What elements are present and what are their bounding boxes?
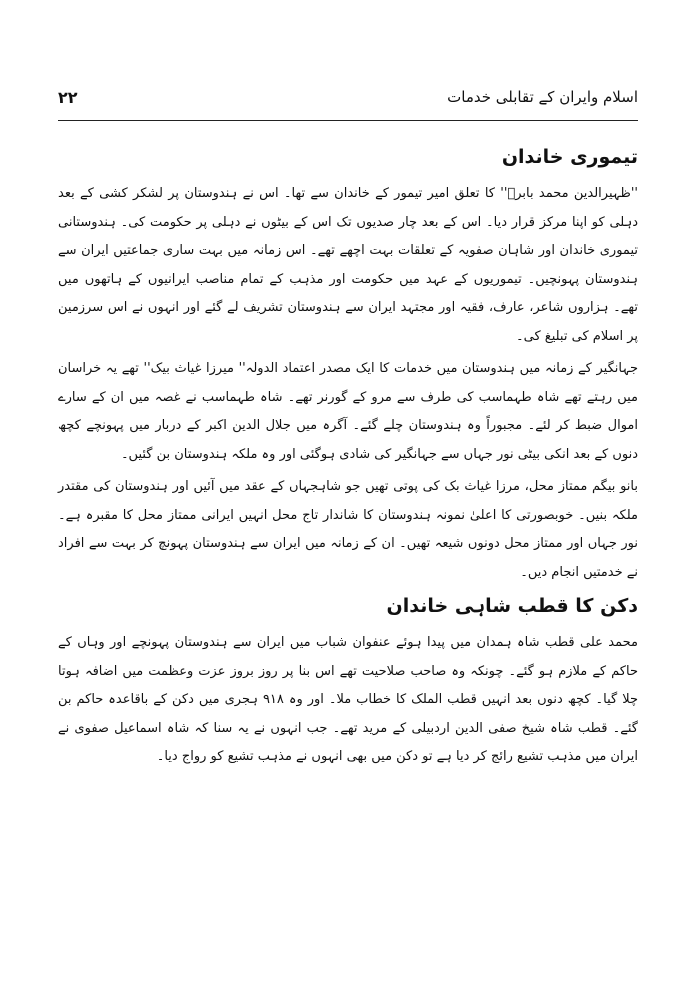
header-rule: [58, 120, 638, 121]
section-heading: دکن کا قطب شاہی خاندان: [386, 595, 638, 617]
page-content: [58, 140, 638, 772]
running-title: اسلام وایران کے تقابلی خدمات: [447, 88, 638, 106]
section-qutb-shahi: [58, 589, 638, 772]
section-timurid: [58, 140, 638, 587]
paragraph: جہانگیر کے زمانہ میں ہندوستان میں خدمات کا ایک مصدر اعتماد الدولہ'' میرزا غیاث بیک'' تھے یہ خراسان میں رہتے تھے شاہ طہماسب کی طرف سے مرو کے گورنر تھے۔ شاہ طہماسب نے غصہ میں ان کے سارے اموال ضبط کر لئے۔ مجبوراً وہ ہندوستان چلے گئے۔ آگرہ میں جلال الدین اکبر کے دربار میں پہونچے کچھ دنوں کے بعد انکی بیٹی نور جہاں سے جہانگیر کی شادی ہوگئی اور وہ ملکہ ہندوستان بن گئیں۔: [58, 361, 638, 462]
page-header: [58, 86, 638, 116]
paragraph: بانو بیگم ممتاز محل، مرزا غیاث بک کی پوتی تھیں جو شاہجہاں کے عقد میں آئیں اور ہندوستان کی مقتدر ملکہ بنیں۔ خوبصورتی کا اعلیٰ نمونہ ہندوستان کا شاندار تاج محل انہیں ایرانی ممتاز محل کا مقبرہ ہے۔ نور جہاں اور ممتاز محل دونوں شیعہ تھیں۔ ان کے زمانہ میں ایران سے ہندوستان پہونچ کر بہت سے افراد نے خدمتیں انجام دیں۔: [58, 479, 638, 580]
paragraph: ''ظہیرالدین محمد بابرؔ'' کا تعلق امیر تیمور کے خاندان سے تھا۔ اس نے ہندوستان پر لشکر کشی کے بعد دہلی کو اپنا مرکز قرار دیا۔ اس کے بعد چار صدیوں تک اس کے بیٹوں نے دہلی پر حکومت کی۔ ہندوستانی تیموری خاندان اور شاہان صفویہ کے تعلقات بہت اچھے تھے۔ اس زمانہ میں بہت ساری جماعتیں ایران سے ہندوستان پہونچیں۔ تیموریوں کے عہد میں حکومت اور مذہب کے تمام مناصب ایرانیوں کے ہاتھوں میں تھے۔ ہزاروں شاعر، عارف، فقیہ اور مجتہد ایران سے ہندوستان تشریف لے گئے اور انہوں نے اس سرزمین پر اسلام کی تبلیغ کی۔: [58, 186, 638, 344]
section-heading: تیموری خاندان: [501, 146, 638, 168]
paragraph: محمد علی قطب شاہ ہمدان میں پیدا ہوئے عنفوان شباب میں ایران سے ہندوستان پہونچے اور وہاں کے حاکم کے ملازم ہو گئے۔ چونکہ وہ صاحب صلاحیت تھے اس بنا پر روز بروز عزت وعظمت میں اضافہ ہوتا چلا گیا۔ کچھ دنوں بعد انہیں قطب الملک کا خطاب ملا۔ اور وہ ۹۱۸ ہجری میں دکن کے باقاعدہ حاکم بن گئے۔ قطب شاہ شیخ صفی الدین اردبیلی کے مرید تھے۔ جب انہوں نے یہ سنا کہ شاہ اسماعیل صفوی نے ایران میں مذہب تشیع رائج کر دیا ہے تو دکن میں بھی انہوں نے مذہب تشیع کو رواج دیا۔: [58, 635, 638, 764]
page-number: ۲۲: [58, 88, 78, 107]
